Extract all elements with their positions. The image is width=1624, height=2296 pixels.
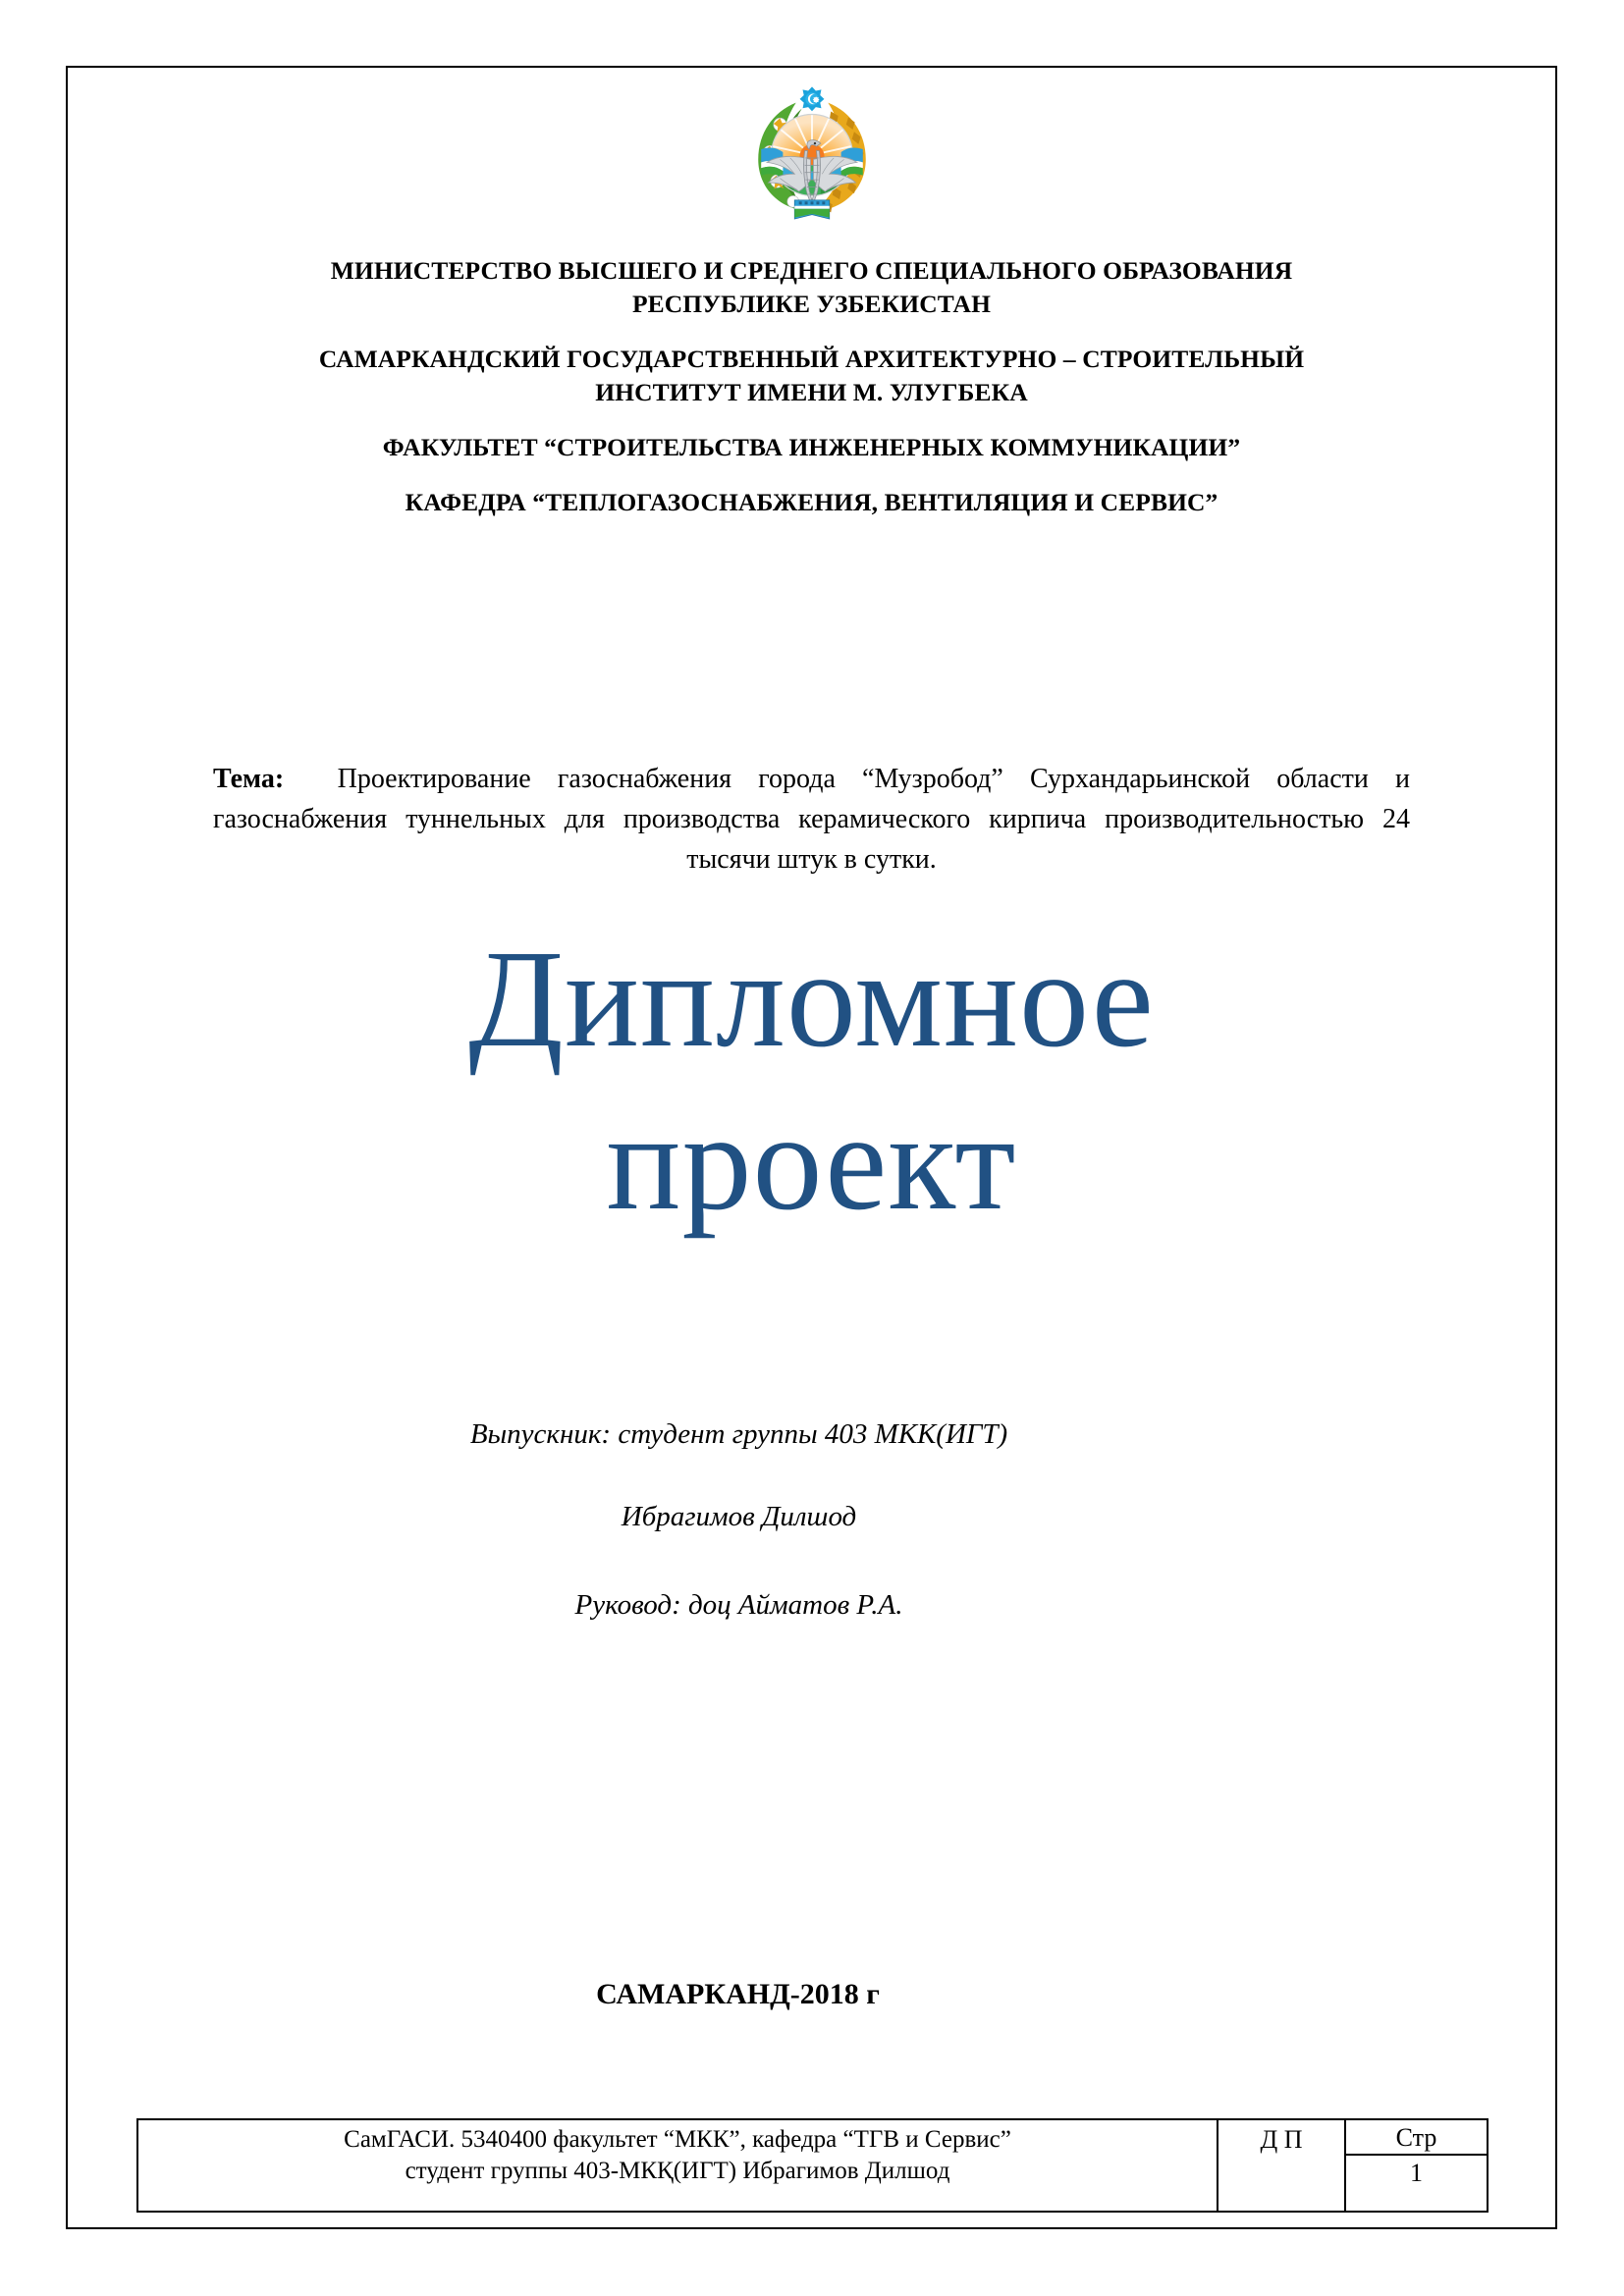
stamp-page-number: 1 bbox=[1410, 2159, 1423, 2187]
ministry-line-2: РЕСПУБЛИКЕ УЗБЕКИСТАН bbox=[631, 290, 991, 318]
theme-label: Тема: bbox=[213, 764, 285, 794]
title-line-1: Дипломное bbox=[468, 921, 1155, 1076]
page-content bbox=[68, 68, 1555, 2227]
ministry-block bbox=[146, 254, 1477, 321]
theme-text: Проектирование газоснабжения города “Музробод” Сурхандарьинской области и газоснабжения туннельных для производства керамического кирпича производительностью 24 тысячи штук в сутки. bbox=[213, 764, 1410, 875]
footer-stamp-table bbox=[136, 2118, 1489, 2213]
credits-block bbox=[68, 1415, 1410, 1625]
supervisor-line: Руковод: доц Айматов Р.А. bbox=[574, 1589, 903, 1621]
coat-of-arms-of-uzbekistan-icon bbox=[739, 80, 885, 225]
ministry-line-1: МИНИСТЕРСТВО ВЫСШЕГО И СРЕДНЕГО СПЕЦИАЛЬНОГО ОБРАЗОВАНИЯ bbox=[330, 256, 1293, 285]
page-title bbox=[68, 921, 1555, 1239]
stamp-doc-code-cell: Д П bbox=[1218, 2120, 1346, 2211]
page-frame bbox=[66, 66, 1557, 2229]
emblem-container bbox=[68, 80, 1555, 225]
place-and-year: САМАРКАНД-2018 г bbox=[596, 1978, 880, 2010]
stamp-line-2: студент группы 403-МКҚ(ИГТ) Ибрагимов Дилшод bbox=[405, 2158, 950, 2184]
institute-block bbox=[146, 343, 1477, 409]
faculty-block bbox=[146, 431, 1477, 464]
institute-line-1: САМАРКАНДСКИЙ ГОСУДАРСТВЕННЫЙ АРХИТЕКТУРНО – СТРОИТЕЛЬНЫЙ bbox=[318, 345, 1305, 373]
institute-line-2: ИНСТИТУТ ИМЕНИ М. УЛУГБЕКА bbox=[595, 378, 1028, 406]
institution-heading bbox=[146, 254, 1477, 519]
graduate-name-line: Ибрагимов Дилшод bbox=[621, 1501, 857, 1532]
faculty-line: ФАКУЛЬТЕТ “СТРОИТЕЛЬСТВА ИНЖЕНЕРНЫХ КОММУНИКАЦИИ” bbox=[382, 433, 1241, 461]
stamp-page-cell bbox=[1346, 2120, 1487, 2211]
stamp-line-1: СамГАСИ. 5340400 факультет “МКК”, кафедра “ТГВ и Сервис” bbox=[344, 2126, 1011, 2153]
department-line: КАФЕДРА “ТЕПЛОГАЗОСНАБЖЕНИЯ, ВЕНТИЛЯЦИЯ И СЕРВИС” bbox=[405, 488, 1218, 516]
department-block bbox=[146, 486, 1477, 519]
graduate-group-line: Выпускник: студент группы 403 МКК(ИГТ) bbox=[469, 1418, 1008, 1450]
stamp-main-cell bbox=[138, 2120, 1218, 2211]
theme-paragraph bbox=[213, 759, 1410, 880]
title-line-2: проект bbox=[606, 1084, 1017, 1239]
stamp-page-label: Стр bbox=[1346, 2120, 1487, 2156]
